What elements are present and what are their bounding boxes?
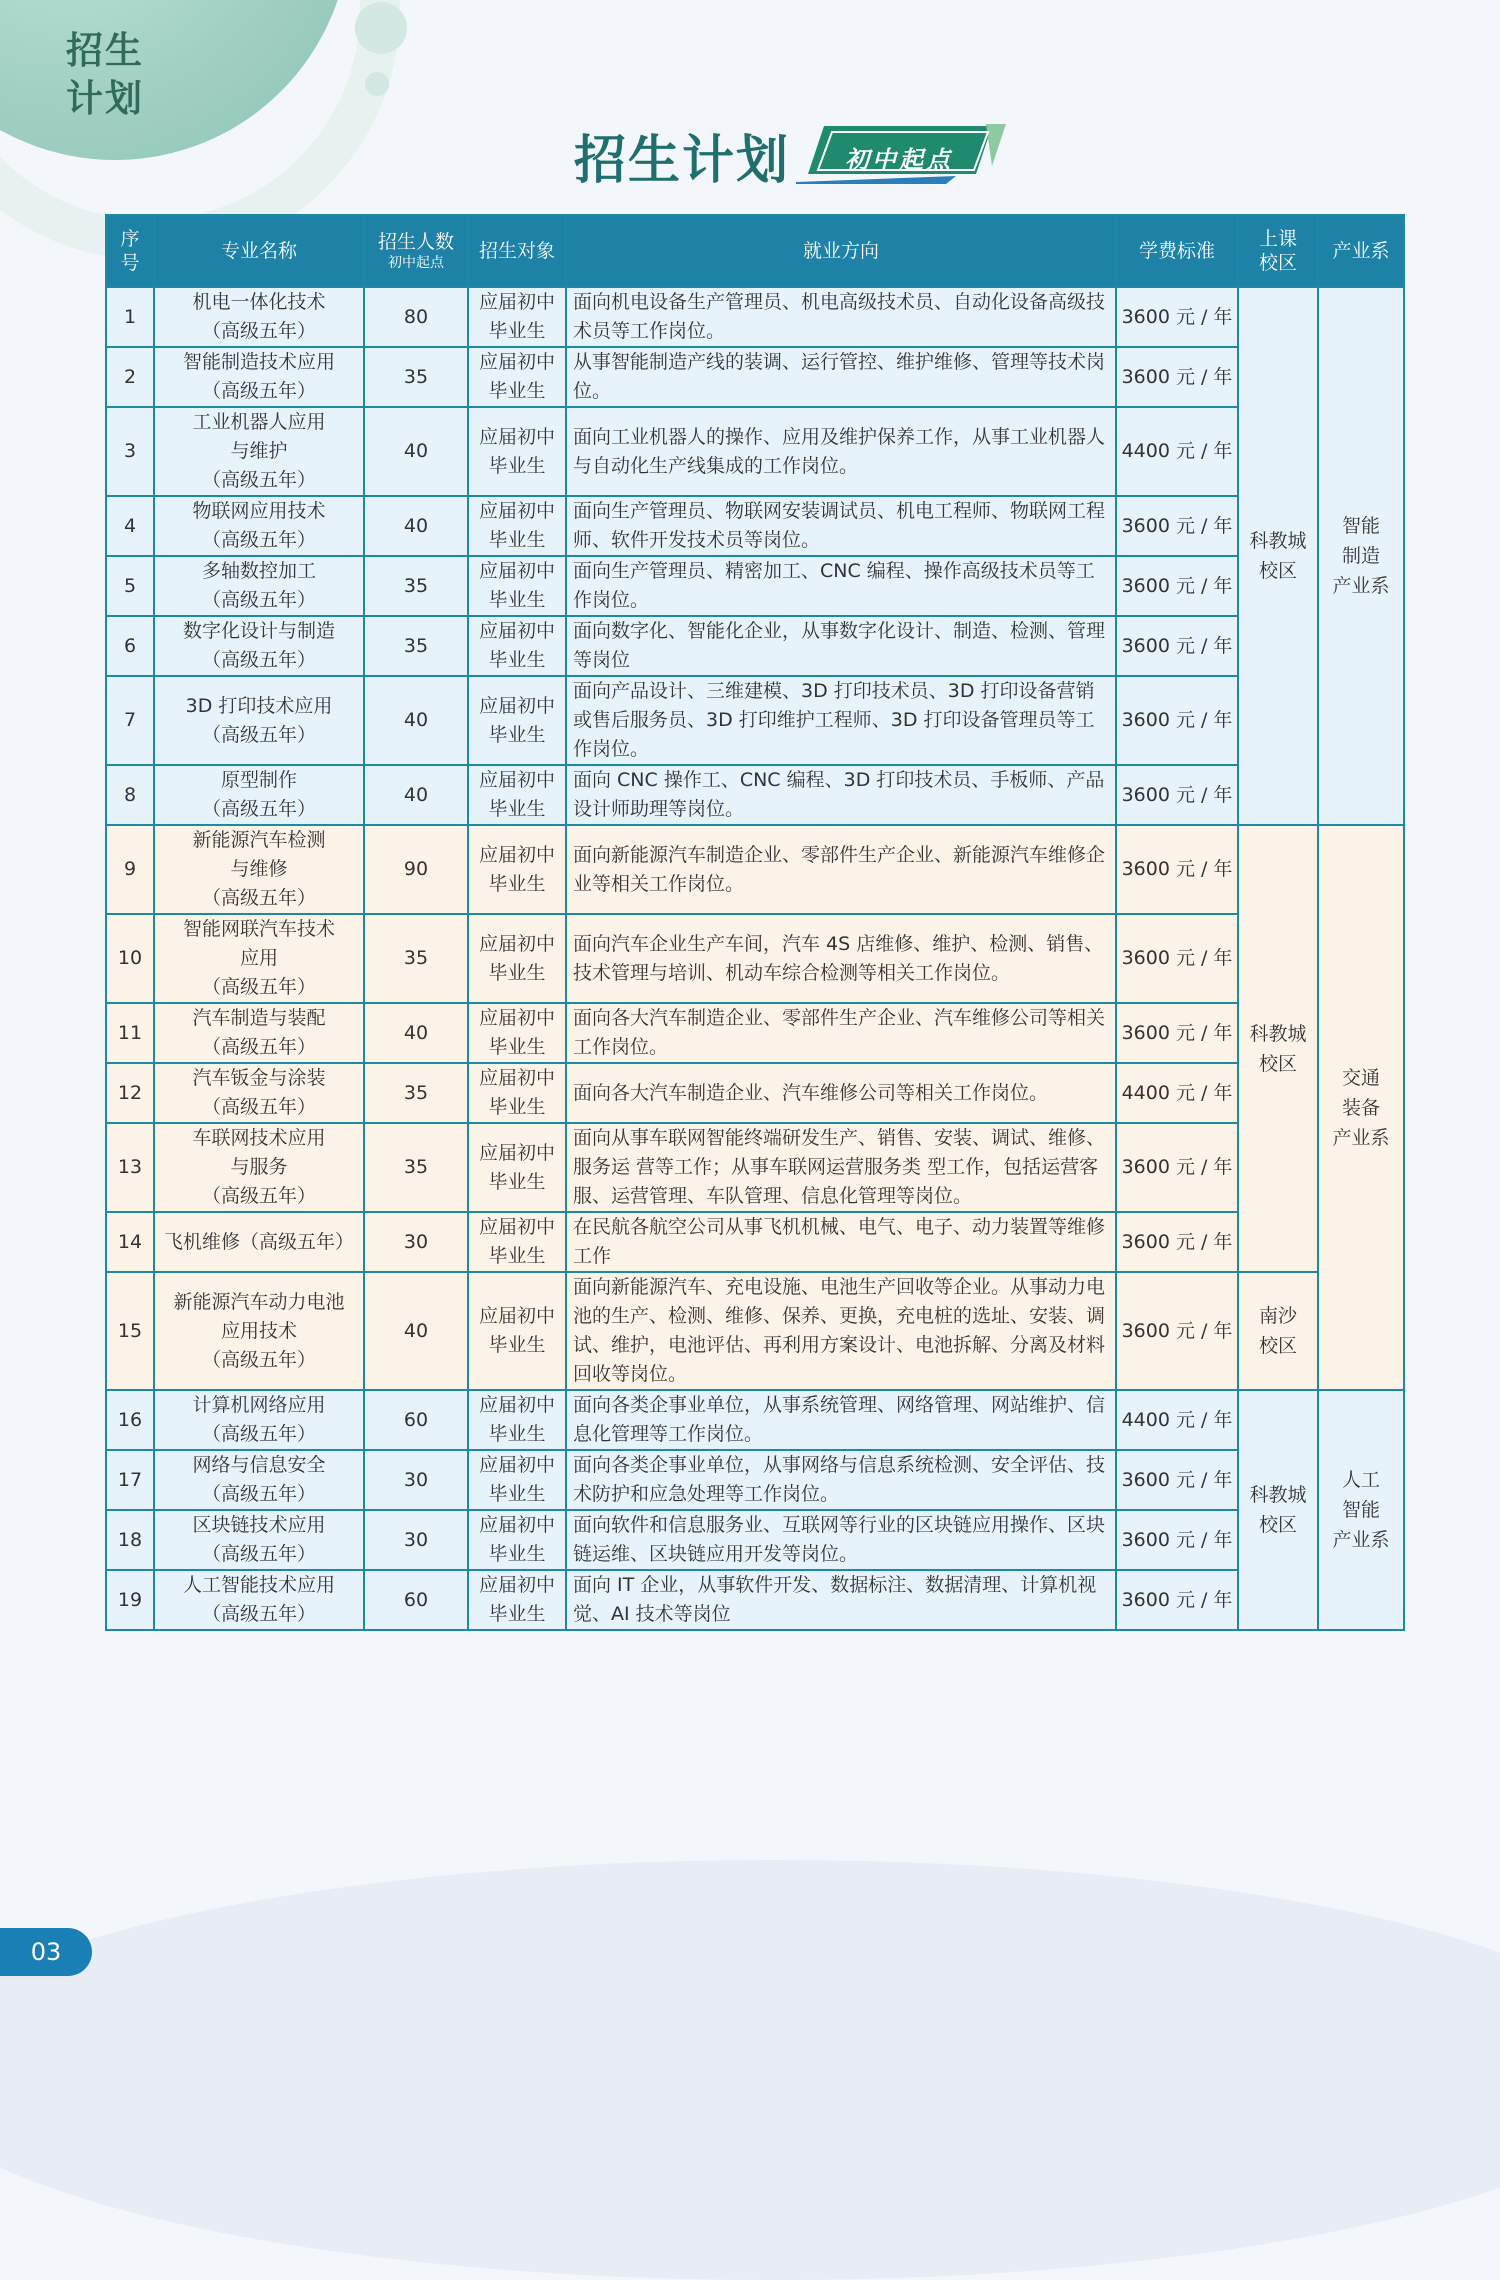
- cell-fee: 3600 元 / 年: [1116, 496, 1238, 556]
- cell-major-name: [154, 287, 364, 347]
- header-no: [106, 215, 154, 287]
- cell-target: [468, 1570, 566, 1630]
- cell-line: （高级五年）: [201, 649, 316, 671]
- cell-number: 15: [106, 1272, 154, 1390]
- table-row: [106, 765, 1404, 825]
- cell-line: 校区: [1258, 560, 1297, 582]
- cell-direction: 从事智能制造产线的装调、运行管控、维护维修、管理等技术岗位。: [566, 347, 1116, 407]
- cell-count: 35: [364, 616, 468, 676]
- cell-line: 车联网技术应用: [192, 1127, 326, 1149]
- table-row: [106, 1123, 1404, 1212]
- table-row: [106, 825, 1404, 914]
- cell-line: 南沙: [1258, 1305, 1297, 1327]
- cell-line: 毕业生: [488, 1543, 546, 1565]
- table-row: [106, 1450, 1404, 1510]
- cell-fee: 3600 元 / 年: [1116, 1272, 1238, 1390]
- cell-count: 60: [364, 1390, 468, 1450]
- cell-count: 35: [364, 556, 468, 616]
- cell-line: 应届初中: [478, 1067, 555, 1089]
- cell-line: 应届初中: [478, 500, 555, 522]
- cell-line: 毕业生: [488, 454, 546, 477]
- cell-line: 毕业生: [488, 1170, 546, 1193]
- table-row: [106, 1003, 1404, 1063]
- cell-count: 60: [364, 1570, 468, 1630]
- cell-count: 40: [364, 1003, 468, 1063]
- header-major: 专业名称: [154, 215, 364, 287]
- cell-line: 校区: [1258, 1514, 1297, 1536]
- cell-target: [468, 1063, 566, 1123]
- header-subtext: 初中起点: [388, 255, 444, 271]
- cell-line: 网络与信息安全: [192, 1454, 326, 1476]
- badge-text: 初中起点: [845, 146, 953, 174]
- cell-line: 毕业生: [488, 589, 546, 611]
- cell-line: （高级五年）: [201, 976, 316, 998]
- cell-line: 汽车制造与装配: [192, 1007, 326, 1029]
- cell-number: 4: [106, 496, 154, 556]
- cell-line: 毕业生: [488, 1423, 546, 1445]
- cell-count: 30: [364, 1510, 468, 1570]
- table-row: [106, 1272, 1404, 1390]
- cell-line: 应届初中: [478, 1574, 555, 1596]
- cell-target: [468, 287, 566, 347]
- cell-line: 应届初中: [478, 560, 555, 582]
- cell-line: 毕业生: [488, 961, 546, 984]
- cell-line: 应届初中: [478, 932, 555, 955]
- cell-direction: 在民航各航空公司从事飞机机械、电气、电子、动力装置等维修工作: [566, 1212, 1116, 1272]
- cell-line: （高级五年）: [201, 1096, 316, 1118]
- cell-line: 计算机网络应用: [192, 1394, 326, 1416]
- cell-line: （高级五年）: [201, 1483, 316, 1505]
- cell-line: 毕业生: [488, 1603, 546, 1625]
- page-title: 招生计划: [574, 131, 791, 191]
- cell-line: （高级五年）: [201, 798, 316, 820]
- cell-direction: 面向数字化、智能化企业，从事数字化设计、制造、检测、管理等岗位: [566, 616, 1116, 676]
- cell-number: 17: [106, 1450, 154, 1510]
- decorative-background-shape: [0, 1860, 1500, 2280]
- cell-line: （高级五年）: [201, 529, 316, 551]
- table-body: [106, 287, 1404, 1630]
- header-text: 上课: [1258, 228, 1297, 250]
- cell-line: 物联网应用技术: [192, 500, 326, 522]
- cell-line: （高级五年）: [201, 1036, 316, 1058]
- cell-line: （高级五年）: [201, 320, 316, 342]
- cell-number: 7: [106, 676, 154, 765]
- table-row: [106, 1570, 1404, 1630]
- decorative-dot: [355, 2, 407, 54]
- cell-major-name: [154, 556, 364, 616]
- table-row: [106, 1212, 1404, 1272]
- cell-fee: 4400 元 / 年: [1116, 407, 1238, 496]
- cell-line: 装备: [1341, 1096, 1380, 1119]
- table-row: [106, 1390, 1404, 1450]
- cell-number: 19: [106, 1570, 154, 1630]
- cell-line: 毕业生: [488, 1036, 546, 1058]
- table-row: [106, 1063, 1404, 1123]
- cell-fee: 3600 元 / 年: [1116, 1450, 1238, 1510]
- cell-target: [468, 1123, 566, 1212]
- cell-line: 应届初中: [478, 1216, 555, 1238]
- cell-major-name: [154, 496, 364, 556]
- cell-line: 交通: [1341, 1066, 1380, 1089]
- cell-target: [468, 407, 566, 496]
- cell-number: 11: [106, 1003, 154, 1063]
- cell-direction: 面向软件和信息服务业、互联网等行业的区块链应用操作、区块链运维、区块链应用开发等岗位。: [566, 1510, 1116, 1570]
- cell-major-name: [154, 347, 364, 407]
- cell-line: 与服务: [230, 1156, 288, 1178]
- cell-fee: 3600 元 / 年: [1116, 1003, 1238, 1063]
- cell-fee: 3600 元 / 年: [1116, 287, 1238, 347]
- cell-line: 应届初中: [478, 1394, 555, 1416]
- header-text: 招生人数: [377, 231, 454, 253]
- cell-line: 应届初中: [478, 291, 555, 313]
- cell-major-name: [154, 676, 364, 765]
- cell-line: 智能: [1341, 1499, 1380, 1521]
- cell-number: 2: [106, 347, 154, 407]
- cell-line: 产业系: [1332, 1126, 1390, 1149]
- cell-number: 13: [106, 1123, 154, 1212]
- cell-line: 应届初中: [478, 1454, 555, 1476]
- header-campus: [1238, 215, 1318, 287]
- cell-line: 应届初中: [478, 769, 555, 791]
- cell-line: 毕业生: [488, 320, 546, 342]
- cell-campus: [1238, 1272, 1318, 1390]
- cell-line: 毕业生: [488, 380, 546, 402]
- cell-count: 35: [364, 1063, 468, 1123]
- cell-target: [468, 1390, 566, 1450]
- cell-line: 区块链技术应用: [192, 1514, 326, 1536]
- cell-direction: 面向产品设计、三维建模、3D 打印技术员、3D 打印设备营销或售后服务员、3D 打印维护工程师、3D 打印设备管理员等工作岗位。: [566, 676, 1116, 765]
- cell-line: 产业系: [1332, 575, 1390, 597]
- cell-fee: 3600 元 / 年: [1116, 1510, 1238, 1570]
- cell-line: 应届初中: [478, 1141, 555, 1164]
- cell-line: 新能源汽车检测: [192, 829, 326, 851]
- cell-number: 5: [106, 556, 154, 616]
- cell-major-name: [154, 1570, 364, 1630]
- cell-line: 应届初中: [478, 1305, 555, 1327]
- header-count: [364, 215, 468, 287]
- cell-direction: 面向各类企事业单位，从事系统管理、网络管理、网站维护、信息化管理等工作岗位。: [566, 1390, 1116, 1450]
- cell-major-name: [154, 1063, 364, 1123]
- cell-major-name: [154, 407, 364, 496]
- cell-number: 14: [106, 1212, 154, 1272]
- cell-count: 40: [364, 407, 468, 496]
- table-row: [106, 496, 1404, 556]
- header-fee: 学费标准: [1116, 215, 1238, 287]
- cell-line: 多轴数控加工: [201, 560, 316, 582]
- cell-line: 毕业生: [488, 1245, 546, 1267]
- header-dept: 产业系: [1318, 215, 1404, 287]
- cell-line: 智能制造技术应用: [182, 351, 335, 373]
- cell-major-name: [154, 1390, 364, 1450]
- cell-line: （高级五年）: [201, 887, 316, 909]
- cell-number: 18: [106, 1510, 154, 1570]
- cell-count: 30: [364, 1212, 468, 1272]
- cell-line: 科教城: [1249, 1484, 1307, 1506]
- corner-label-line: 招生: [66, 28, 144, 72]
- cell-count: 35: [364, 347, 468, 407]
- cell-direction: 面向从事车联网智能终端研发生产、销售、安装、调试、维修、服务运 营等工作；从事车联网运营服务类 型工作，包括运营客服、运营管理、车队管理、信息化管理等岗位。: [566, 1123, 1116, 1212]
- cell-direction: 面向各大汽车制造企业、汽车维修公司等相关工作岗位。: [566, 1063, 1116, 1123]
- cell-target: [468, 765, 566, 825]
- cell-direction: 面向新能源汽车、充电设施、电池生产回收等企业。从事动力电池的生产、检测、维修、保养、更换，充电桩的选址、安装、调试、维护，电池评估、再利用方案设计、电池拆解、分离及材料回收等岗位。: [566, 1272, 1116, 1390]
- cell-target: [468, 1003, 566, 1063]
- cell-fee: 3600 元 / 年: [1116, 676, 1238, 765]
- cell-line: 应届初中: [478, 425, 555, 448]
- cell-campus: [1238, 287, 1318, 825]
- cell-direction: 面向各类企事业单位，从事网络与信息系统检测、安全评估、技术防护和应急处理等工作岗位。: [566, 1450, 1116, 1510]
- cell-line: 与维修: [230, 858, 288, 880]
- cell-direction: 面向各大汽车制造企业、零部件生产企业、汽车维修公司等相关工作岗位。: [566, 1003, 1116, 1063]
- cell-line: 制造: [1341, 545, 1380, 567]
- cell-department: [1318, 287, 1404, 825]
- cell-direction: 面向机电设备生产管理员、机电高级技术员、自动化设备高级技术员等工作岗位。: [566, 287, 1116, 347]
- cell-direction: 面向汽车企业生产车间，汽车 4S 店维修、维护、检测、销售、技术管理与培训、机动车综合检测等相关工作岗位。: [566, 914, 1116, 1003]
- cell-target: [468, 1272, 566, 1390]
- cell-fee: 3600 元 / 年: [1116, 825, 1238, 914]
- cell-line: 校区: [1258, 1052, 1297, 1075]
- cell-direction: 面向 IT 企业，从事软件开发、数据标注、数据清理、计算机视觉、AI 技术等岗位: [566, 1570, 1116, 1630]
- cell-fee: 3600 元 / 年: [1116, 914, 1238, 1003]
- cell-number: 6: [106, 616, 154, 676]
- cell-fee: 3600 元 / 年: [1116, 347, 1238, 407]
- cell-count: 80: [364, 287, 468, 347]
- cell-fee: 3600 元 / 年: [1116, 765, 1238, 825]
- table-row: [106, 1510, 1404, 1570]
- table-header: [106, 215, 1404, 287]
- cell-target: [468, 1450, 566, 1510]
- cell-fee: 3600 元 / 年: [1116, 1212, 1238, 1272]
- header-text: 校区: [1258, 252, 1297, 274]
- cell-fee: 4400 元 / 年: [1116, 1390, 1238, 1450]
- cell-count: 30: [364, 1450, 468, 1510]
- cell-line: 毕业生: [488, 649, 546, 671]
- cell-line: 毕业生: [488, 872, 546, 895]
- cell-line: （高级五年）: [201, 589, 316, 611]
- decorative-dot-small: [365, 72, 389, 96]
- cell-line: 机电一体化技术: [192, 291, 326, 313]
- cell-number: 10: [106, 914, 154, 1003]
- cell-line: （高级五年）: [201, 380, 316, 402]
- cell-line: 应届初中: [478, 1514, 555, 1536]
- cell-line: 毕业生: [488, 1483, 546, 1505]
- cell-line: 新能源汽车动力电池: [173, 1290, 345, 1313]
- cell-target: [468, 496, 566, 556]
- cell-line: 飞机维修（高级五年）: [163, 1230, 354, 1253]
- cell-line: 汽车钣金与涂装: [192, 1067, 326, 1089]
- cell-major-name: [154, 914, 364, 1003]
- cell-number: 16: [106, 1390, 154, 1450]
- cell-target: [468, 1510, 566, 1570]
- cell-line: （高级五年）: [201, 469, 316, 491]
- table-row: [106, 676, 1404, 765]
- cell-line: 3D 打印技术应用: [185, 694, 333, 717]
- cell-fee: 3600 元 / 年: [1116, 1123, 1238, 1212]
- cell-major-name: [154, 616, 364, 676]
- cell-target: [468, 914, 566, 1003]
- cell-line: （高级五年）: [201, 1423, 316, 1445]
- cell-direction: 面向 CNC 操作工、CNC 编程、3D 打印技术员、手板师、产品设计师助理等岗位。: [566, 765, 1116, 825]
- cell-number: 9: [106, 825, 154, 914]
- cell-target: [468, 1212, 566, 1272]
- cell-line: 毕业生: [488, 1096, 546, 1118]
- cell-direction: 面向生产管理员、精密加工、CNC 编程、操作高级技术员等工作岗位。: [566, 556, 1116, 616]
- cell-department: [1318, 825, 1404, 1390]
- cell-campus: [1238, 1390, 1318, 1630]
- cell-major-name: [154, 1123, 364, 1212]
- cell-major-name: [154, 1003, 364, 1063]
- cell-line: 毕业生: [488, 1334, 546, 1356]
- cell-line: 原型制作: [220, 769, 297, 791]
- header-text: 号: [120, 252, 140, 274]
- cell-department: [1318, 1390, 1404, 1630]
- cell-major-name: [154, 765, 364, 825]
- corner-label-line: 计划: [66, 76, 144, 120]
- cell-line: 数字化设计与制造: [182, 620, 335, 642]
- cell-count: 40: [364, 765, 468, 825]
- cell-target: [468, 825, 566, 914]
- cell-line: 科教城: [1249, 530, 1307, 552]
- cell-fee: 3600 元 / 年: [1116, 556, 1238, 616]
- cell-line: 毕业生: [488, 723, 546, 746]
- cell-line: 应届初中: [478, 694, 555, 717]
- header-direction: 就业方向: [566, 215, 1116, 287]
- header-text: 序: [120, 228, 140, 250]
- cell-line: （高级五年）: [201, 723, 316, 746]
- cell-line: 毕业生: [488, 529, 546, 551]
- cell-line: 人工: [1341, 1469, 1380, 1491]
- cell-direction: 面向生产管理员、物联网安装调试员、机电工程师、物联网工程师、软件开发技术员等岗位。: [566, 496, 1116, 556]
- header-target: 招生对象: [468, 215, 566, 287]
- cell-major-name: [154, 1450, 364, 1510]
- cell-line: 科教城: [1249, 1022, 1307, 1045]
- cell-count: 35: [364, 1123, 468, 1212]
- cell-line: （高级五年）: [201, 1543, 316, 1565]
- cell-line: 应用技术: [220, 1319, 297, 1342]
- cell-line: （高级五年）: [201, 1603, 316, 1625]
- cell-line: 毕业生: [488, 798, 546, 820]
- table-row: [106, 287, 1404, 347]
- cell-target: [468, 556, 566, 616]
- cell-count: 90: [364, 825, 468, 914]
- cell-count: 35: [364, 914, 468, 1003]
- cell-major-name: [154, 825, 364, 914]
- title-badge: [796, 124, 1006, 184]
- page-number: 03: [0, 1928, 92, 1976]
- cell-line: 与维护: [230, 440, 288, 462]
- cell-count: 40: [364, 496, 468, 556]
- cell-line: 产业系: [1332, 1529, 1390, 1551]
- table-row: [106, 914, 1404, 1003]
- cell-line: 工业机器人应用: [192, 411, 326, 433]
- cell-direction: 面向工业机器人的操作、应用及维护保养工作，从事工业机器人与自动化生产线集成的工作岗位。: [566, 407, 1116, 496]
- cell-line: 人工智能技术应用: [182, 1574, 335, 1596]
- cell-number: 1: [106, 287, 154, 347]
- cell-number: 3: [106, 407, 154, 496]
- corner-label: [66, 26, 144, 122]
- cell-target: [468, 616, 566, 676]
- cell-number: 8: [106, 765, 154, 825]
- cell-direction: 面向新能源汽车制造企业、零部件生产企业、新能源汽车维修企业等相关工作岗位。: [566, 825, 1116, 914]
- cell-major-name: [154, 1272, 364, 1390]
- cell-line: 应届初中: [478, 620, 555, 642]
- cell-fee: 4400 元 / 年: [1116, 1063, 1238, 1123]
- cell-line: 应用: [239, 947, 278, 969]
- table-row: [106, 556, 1404, 616]
- enrollment-table: [105, 214, 1405, 1631]
- cell-fee: 3600 元 / 年: [1116, 1570, 1238, 1630]
- cell-major-name: [154, 1510, 364, 1570]
- cell-fee: 3600 元 / 年: [1116, 616, 1238, 676]
- cell-line: 校区: [1258, 1335, 1297, 1357]
- cell-target: [468, 347, 566, 407]
- cell-count: 40: [364, 676, 468, 765]
- cell-major-name: [154, 1212, 364, 1272]
- table-row: [106, 347, 1404, 407]
- cell-line: 应届初中: [478, 351, 555, 373]
- cell-line: 智能网联汽车技术: [182, 918, 335, 940]
- table-row: [106, 407, 1404, 496]
- cell-line: 应届初中: [478, 843, 555, 866]
- cell-count: 40: [364, 1272, 468, 1390]
- cell-number: 12: [106, 1063, 154, 1123]
- cell-line: （高级五年）: [201, 1185, 316, 1207]
- cell-line: 应届初中: [478, 1007, 555, 1029]
- cell-line: （高级五年）: [201, 1348, 316, 1371]
- cell-line: 智能: [1341, 515, 1380, 537]
- cell-target: [468, 676, 566, 765]
- table-row: [106, 616, 1404, 676]
- cell-campus: [1238, 825, 1318, 1272]
